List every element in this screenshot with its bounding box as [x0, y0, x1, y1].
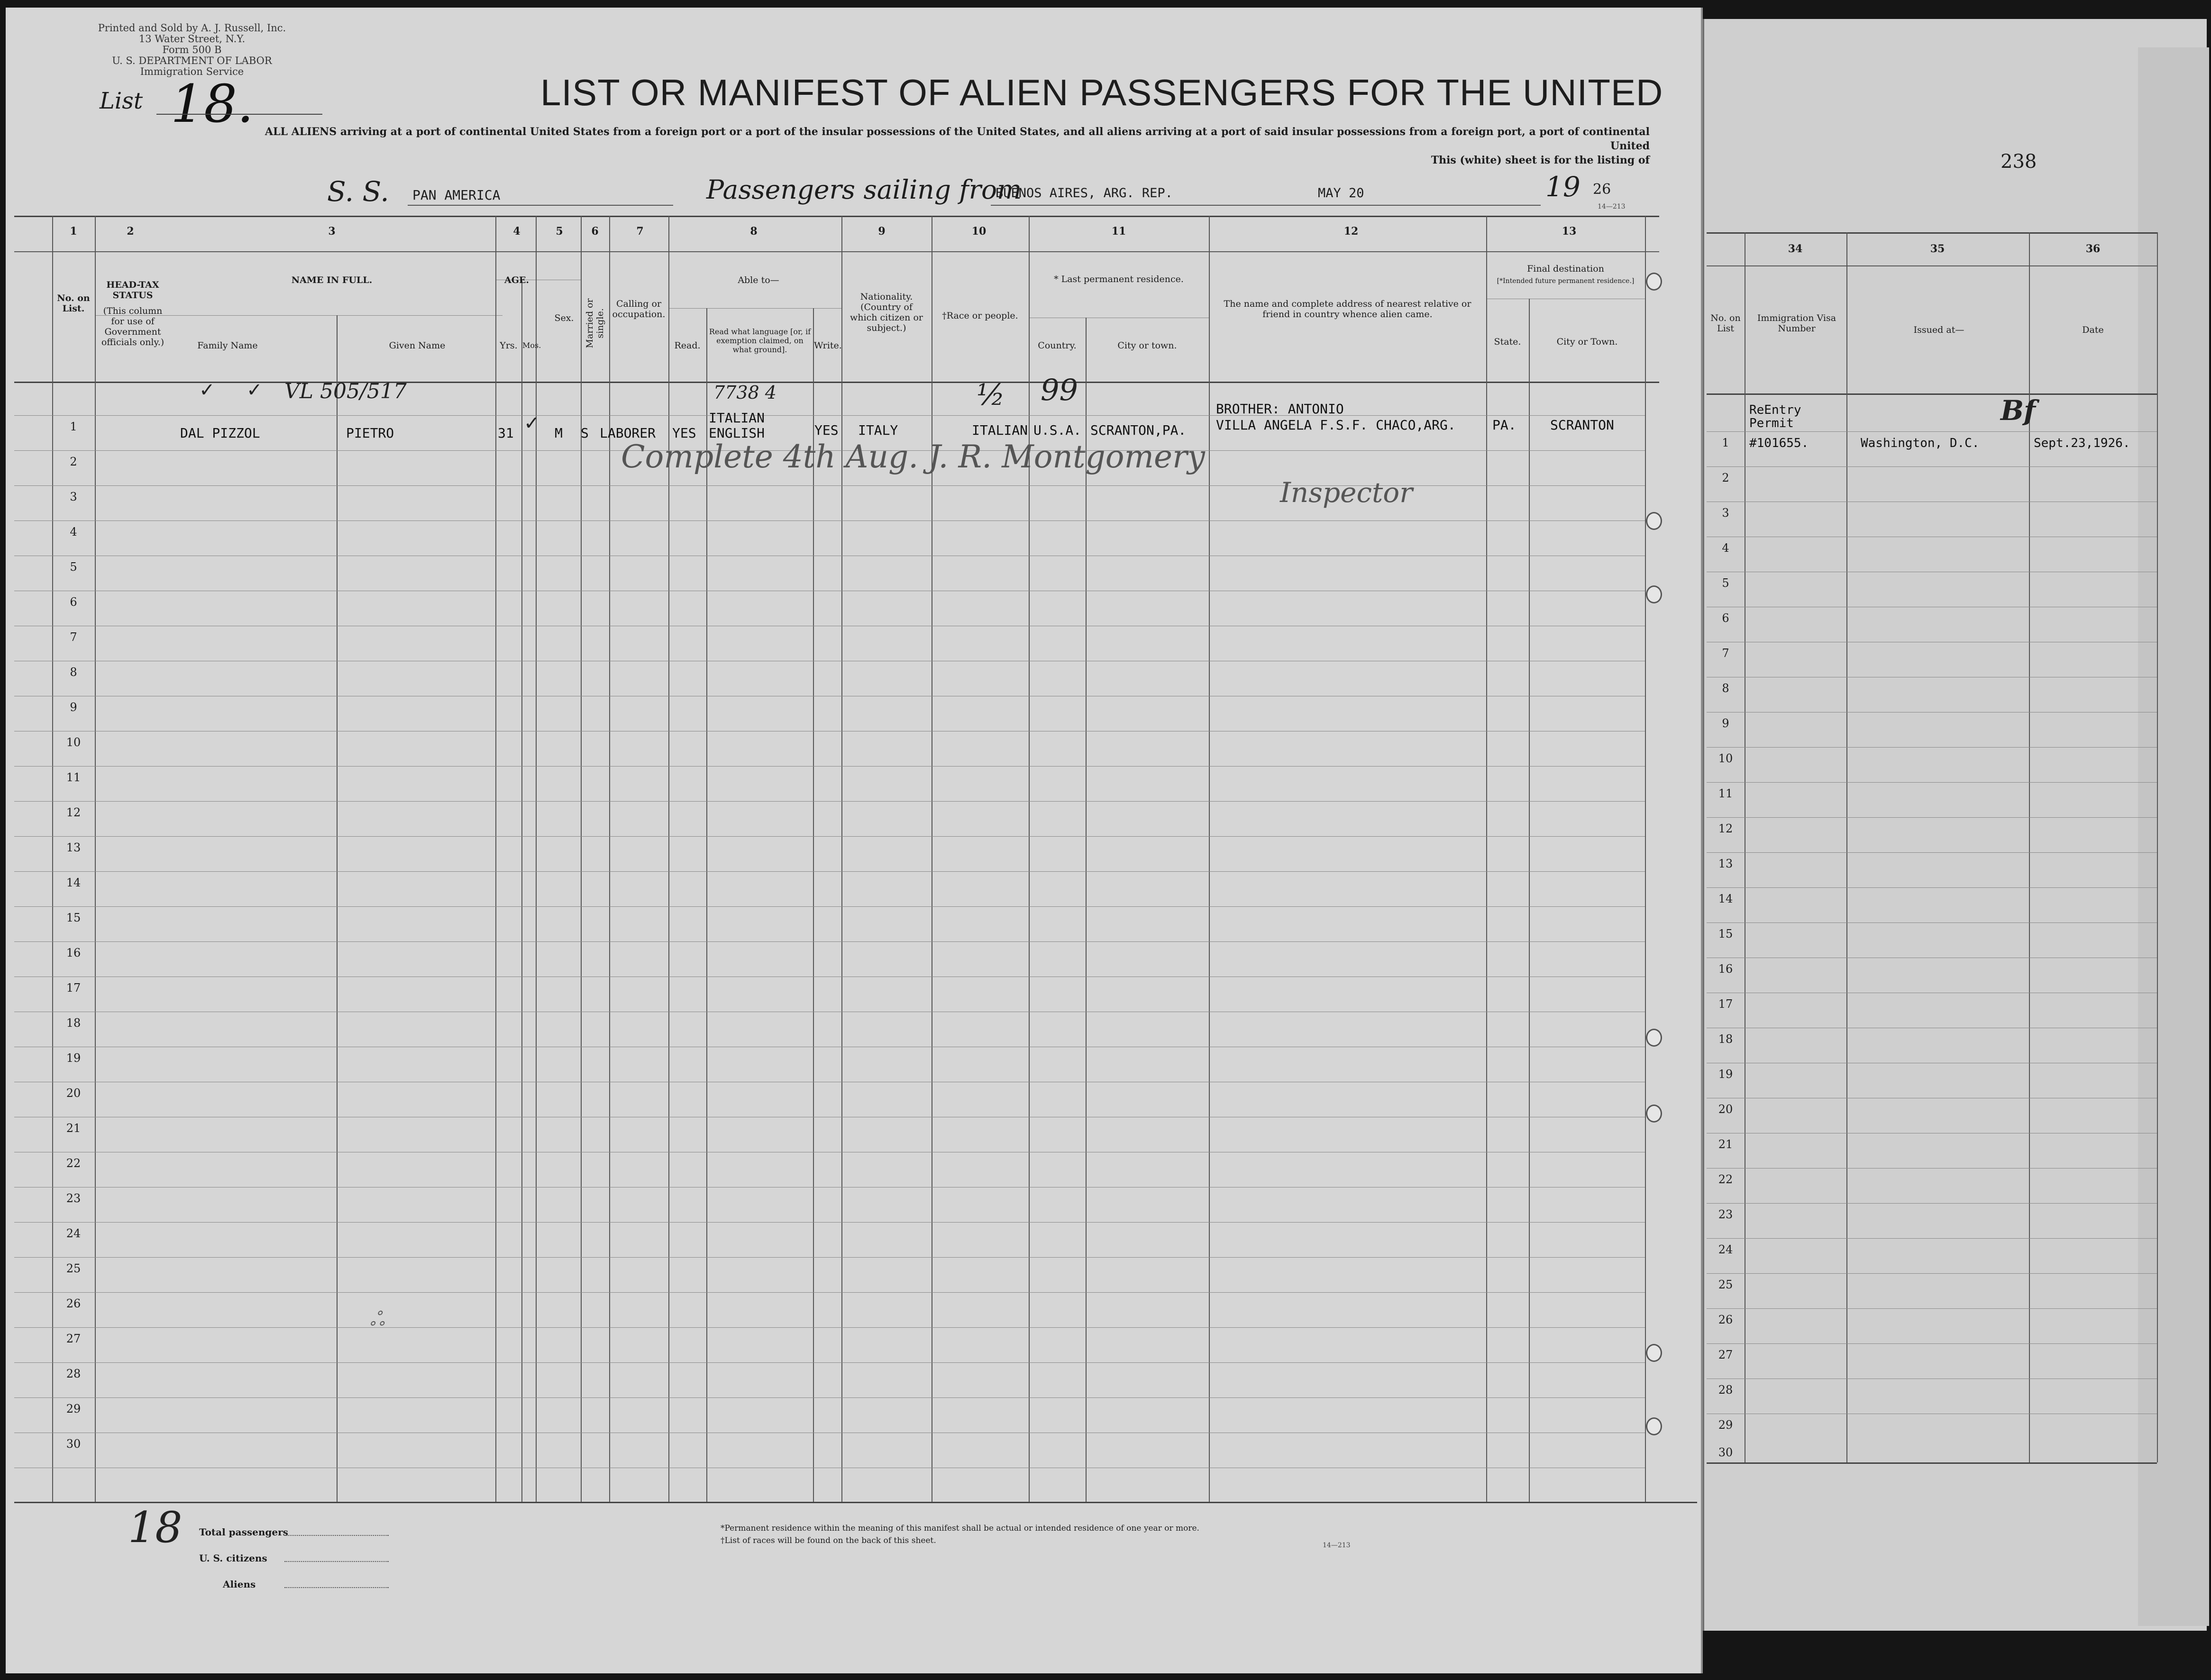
row-number: 26 — [1718, 1313, 1733, 1326]
header-final-dest-note: [*Intended future permanent residence.] — [1497, 277, 1635, 285]
row-rule — [14, 941, 1645, 942]
tick-mark: ✓ — [199, 379, 215, 401]
issued-at-cell: Washington, D.C. — [1861, 436, 1980, 450]
handwritten-mark: ½ — [977, 377, 1005, 412]
header-given-name: Given Name — [389, 340, 446, 351]
sailing-date: MAY 20 — [1318, 186, 1364, 201]
col-line — [1029, 216, 1030, 1502]
row-number: 2 — [1722, 471, 1729, 484]
row-rule — [1707, 1238, 2157, 1239]
port-underline — [991, 205, 1318, 206]
family-name-cell: DAL PIZZOL — [180, 425, 260, 441]
port-of-departure: BUENOS AIRES, ARG. REP. — [996, 186, 1173, 201]
row-number: 28 — [1718, 1383, 1733, 1397]
column-number: 5 — [556, 225, 563, 237]
form-code-top: 14—213 — [1598, 203, 1626, 210]
language-cell: ITALIAN — [709, 410, 765, 426]
continuation-sheet — [1703, 19, 2207, 1631]
row-rule — [1707, 1203, 2157, 1204]
row-rule — [14, 1257, 1645, 1258]
row-number: 9 — [1722, 717, 1729, 730]
col-line — [706, 308, 707, 1502]
row-number: 7 — [1722, 647, 1729, 660]
row-rule — [14, 906, 1645, 907]
row-rule — [14, 1397, 1645, 1398]
year-suffix: 26 — [1593, 181, 1611, 198]
row-number: 23 — [66, 1192, 81, 1205]
printer-imprint — [90, 23, 294, 77]
row-number: 5 — [1722, 576, 1729, 590]
column-number: 4 — [513, 225, 521, 237]
total-passengers-line — [284, 1535, 389, 1536]
col-line — [1209, 216, 1210, 1502]
row-rule — [1707, 782, 2157, 783]
col-line — [1529, 299, 1530, 1502]
header-sex: Sex. — [554, 313, 574, 323]
col-line — [668, 216, 669, 1502]
subtitle-line: This (white) sheet is for the listing of — [1431, 154, 1650, 166]
header-date: Date — [2082, 325, 2104, 335]
punch-hole — [1646, 273, 1662, 291]
header-read: Read. — [674, 340, 701, 351]
header-able-to: Able to— — [738, 275, 779, 285]
sex-cell: M — [555, 425, 563, 441]
row-number: 30 — [1718, 1446, 1733, 1459]
printer-line: Printed and Sold by A. J. Russell, Inc. — [98, 22, 286, 34]
row-number: 12 — [1718, 822, 1733, 835]
given-name-cell: PIETRO — [346, 425, 394, 441]
header-family-name: Family Name — [197, 340, 258, 351]
row-rule — [1707, 431, 2157, 432]
us-citizens-line — [284, 1561, 389, 1562]
column-number: 13 — [1562, 225, 1577, 237]
row-number: 8 — [70, 666, 77, 679]
col-line — [521, 280, 522, 1502]
col-line — [813, 308, 814, 1502]
header-final-dest: Final destination — [1527, 264, 1604, 274]
row-number: 25 — [1718, 1278, 1733, 1291]
row-number: 14 — [1718, 892, 1733, 905]
row-rule — [14, 871, 1645, 872]
column-number: 35 — [1930, 243, 1945, 255]
row-number: 28 — [66, 1367, 81, 1380]
row-number: 20 — [1718, 1103, 1733, 1116]
column-number: 11 — [1111, 225, 1126, 237]
punch-hole — [1646, 1029, 1662, 1047]
row-rule — [1707, 1343, 2157, 1344]
header-city-town: City or Town. — [1556, 337, 1618, 347]
header-visa-number: Immigration Visa Number — [1757, 313, 1836, 334]
relative-cell: BROTHER: ANTONIO — [1216, 401, 1344, 417]
punch-hole — [1646, 1417, 1662, 1435]
column-number: 1 — [70, 225, 77, 237]
destination-state-cell: PA. — [1492, 417, 1517, 433]
tick-mark: ✓ — [524, 412, 540, 434]
row-number: 20 — [66, 1087, 81, 1100]
header-head-tax: HEAD-TAX STATUS — [106, 280, 159, 301]
nationality-cell: ITALY — [858, 422, 898, 438]
row-number: 12 — [66, 806, 81, 819]
row-number: 13 — [66, 841, 81, 854]
handwritten-initials: Bf — [2001, 394, 2036, 427]
manifest-sheet — [6, 8, 1703, 1673]
us-citizens-label: U. S. citizens — [199, 1552, 267, 1564]
cont-col-line — [1846, 232, 1847, 1462]
aliens-label: Aliens — [223, 1579, 256, 1590]
reentry-cell: Permit — [1749, 416, 1794, 430]
col-line — [95, 216, 96, 1502]
cont-header-rule — [1707, 393, 2157, 395]
city-cell: SCRANTON,PA. — [1090, 422, 1187, 438]
age-years-cell: 31 — [498, 425, 514, 441]
row-rule — [1707, 817, 2157, 818]
header-write: Write. — [814, 340, 842, 351]
col-line — [1086, 318, 1087, 1502]
race-cell: ITALIAN — [972, 422, 1028, 438]
list-underline — [156, 114, 322, 115]
row-number: 19 — [66, 1051, 81, 1065]
ship-name: PAN AMERICA — [412, 187, 501, 203]
row-number: 21 — [66, 1122, 81, 1135]
destination-city-cell: SCRANTON — [1550, 417, 1614, 433]
row-number: 14 — [66, 876, 81, 889]
list-label: List — [100, 88, 143, 114]
column-number: 2 — [127, 225, 134, 237]
handwritten-code: 7738 4 — [713, 382, 777, 403]
year-prefix: 19 — [1545, 171, 1581, 203]
header-no-on-list-2: No. on List — [1710, 313, 1741, 334]
row-number: 4 — [1722, 541, 1729, 555]
date-underline — [1318, 205, 1541, 206]
col-line — [581, 216, 582, 1502]
column-number: 34 — [1788, 243, 1803, 255]
row-rule — [1707, 1168, 2157, 1169]
row-number: 23 — [1718, 1208, 1733, 1221]
punch-hole — [1646, 585, 1662, 603]
row-number: 17 — [66, 981, 81, 995]
language-cell: ENGLISH — [709, 425, 765, 441]
back-sheet-edge — [2138, 47, 2209, 1626]
handwritten-scribble: ஃ — [370, 1308, 385, 1330]
header-read-lang: Read what language [or, if exemption claimed, on what ground]. — [709, 327, 811, 354]
read-cell: YES — [672, 425, 696, 441]
row-number: 15 — [66, 911, 81, 924]
col-line — [609, 216, 610, 1502]
row-number: 1 — [70, 420, 77, 433]
marital-cell: S — [581, 425, 589, 441]
form-code-bottom: 14—213 — [1323, 1542, 1351, 1549]
printer-line: 13 Water Street, N.Y. — [138, 33, 246, 45]
row-number: 27 — [1718, 1348, 1733, 1361]
row-number: 22 — [66, 1157, 81, 1170]
cont-bottom-rule — [1707, 1462, 2157, 1464]
subtitle — [228, 125, 1650, 167]
printer-line: U. S. DEPARTMENT OF LABOR — [112, 55, 272, 66]
punch-hole — [1646, 1344, 1662, 1362]
header-country: Country. — [1038, 340, 1077, 351]
row-rule — [14, 1292, 1645, 1293]
handwritten-total: 18 — [128, 1503, 183, 1552]
row-rule — [1707, 922, 2157, 923]
row-rule — [14, 415, 1645, 416]
header-last-residence: * Last permanent residence. — [1054, 274, 1184, 284]
able-subrule — [668, 308, 841, 309]
row-number: 6 — [1722, 612, 1729, 625]
total-passengers-label: Total passengers — [199, 1526, 288, 1538]
row-rule — [1707, 466, 2157, 467]
col-line — [495, 216, 496, 1502]
permit-number-cell: #101655. — [1749, 436, 1809, 450]
row-rule — [1707, 1273, 2157, 1274]
relative-cell: VILLA ANGELA F.S.F. CHACO,ARG. — [1216, 417, 1456, 433]
row-number: 3 — [1722, 506, 1729, 520]
row-number: 4 — [70, 525, 77, 539]
row-rule — [1707, 852, 2157, 853]
row-number: 15 — [1718, 927, 1733, 940]
col-line — [841, 216, 842, 1502]
column-number: 9 — [878, 225, 886, 237]
list-number: 18. — [171, 73, 254, 134]
sailing-label: Passengers sailing from — [706, 174, 1022, 205]
footnote-residence: *Permanent residence within the meaning of this manifest shall be actual or intended residence of one year or more. — [721, 1524, 1199, 1533]
row-rule — [14, 836, 1645, 837]
printer-line: Form 500 B — [162, 44, 222, 55]
row-number: 19 — [1718, 1068, 1733, 1081]
row-number: 18 — [66, 1016, 81, 1030]
occupation-cell: LABORER — [600, 425, 656, 441]
table-top-rule — [14, 216, 1659, 217]
row-number: 7 — [70, 630, 77, 644]
country-cell: U.S.A. — [1033, 422, 1082, 438]
row-number: 2 — [70, 455, 77, 468]
aliens-line — [284, 1587, 389, 1588]
row-number: 10 — [66, 736, 81, 749]
row-number: 11 — [1718, 787, 1733, 800]
printer-line: Immigration Service — [140, 66, 244, 77]
row-number: 8 — [1722, 682, 1729, 695]
column-number: 6 — [591, 225, 599, 237]
header-age: AGE. — [504, 275, 530, 285]
row-rule — [14, 520, 1645, 521]
row-number: 11 — [66, 771, 81, 784]
handwritten-vl-number: VL 505/517 — [284, 379, 407, 403]
row-number: 21 — [1718, 1138, 1733, 1151]
row-number: 25 — [66, 1262, 81, 1275]
header-issued-at: Issued at— — [1913, 325, 1964, 335]
row-number: 27 — [66, 1332, 81, 1345]
header-state: State. — [1494, 337, 1521, 347]
col-line — [1645, 216, 1646, 1502]
row-number: 17 — [1718, 997, 1733, 1011]
reentry-cell: ReEntry — [1749, 403, 1801, 417]
table-bottom-rule — [14, 1502, 1697, 1503]
page-title: LIST OR MANIFEST OF ALIEN PASSENGERS FOR THE UNITED — [540, 72, 1663, 113]
page-number: 238 — [2001, 151, 2037, 173]
tick-mark: ✓ — [247, 379, 263, 401]
column-number: 8 — [750, 225, 758, 237]
header-mos: Mos. — [522, 341, 541, 350]
subtitle-line: ALL ALIENS arriving at a port of continental United States from a foreign port or a port of the insular possessions of the United States, and all aliens arriving at a port of said insular possessions from a foreign port, a port of continental United — [265, 126, 1650, 152]
row-rule — [1707, 1308, 2157, 1309]
column-number: 7 — [636, 225, 644, 237]
row-number: 24 — [66, 1227, 81, 1240]
row-number: 29 — [66, 1402, 81, 1415]
row-number: 18 — [1718, 1032, 1733, 1046]
row-number: 9 — [70, 701, 77, 714]
column-number: 12 — [1343, 225, 1359, 237]
header-nationality: Nationality. (Country of which citizen or subject.) — [850, 292, 923, 333]
handwritten-mark: 99 — [1041, 373, 1078, 407]
row-number: 1 — [1722, 436, 1729, 449]
punch-hole — [1646, 1105, 1662, 1123]
row-rule — [1707, 887, 2157, 888]
column-number-rule — [14, 251, 1659, 252]
row-number: 29 — [1718, 1418, 1733, 1432]
handwritten-inspector: Inspector — [1280, 476, 1413, 509]
row-rule — [14, 766, 1645, 767]
header-relative: The name and complete address of nearest relative or friend in country whence alien came. — [1224, 299, 1471, 320]
row-rule — [14, 1362, 1645, 1363]
header-calling: Calling or occupation. — [612, 299, 666, 320]
header-married: Married or single. — [585, 298, 605, 348]
col-line — [536, 216, 537, 1502]
header-no-on-list: No. on List. — [57, 293, 90, 314]
row-rule — [1707, 747, 2157, 748]
column-number: 10 — [971, 225, 987, 237]
header-head-tax-note: (This column for use of Government officials only.) — [101, 306, 164, 347]
footnote-races: †List of races will be found on the back of this sheet. — [721, 1536, 936, 1545]
cont-number-rule — [1707, 265, 2157, 266]
row-number: 30 — [66, 1437, 81, 1451]
row-number: 16 — [66, 946, 81, 959]
row-number: 5 — [70, 560, 77, 574]
row-number: 6 — [70, 595, 77, 609]
column-number: 36 — [2085, 243, 2101, 255]
header-city: City or town. — [1117, 340, 1177, 351]
punch-hole — [1646, 512, 1662, 530]
row-rule — [14, 801, 1645, 802]
col-line — [337, 315, 338, 1502]
ss-label: S. S. — [327, 175, 389, 208]
cont-top-rule — [1707, 232, 2157, 234]
col-line — [52, 216, 53, 1502]
row-rule — [14, 1222, 1645, 1223]
row-number: 13 — [1718, 857, 1733, 870]
header-race: †Race or people. — [942, 310, 1018, 321]
row-number: 22 — [1718, 1173, 1733, 1186]
header-name-in-full: NAME IN FULL. — [291, 275, 373, 285]
row-rule — [14, 1327, 1645, 1328]
row-number: 10 — [1718, 752, 1733, 765]
write-cell: YES — [814, 422, 839, 438]
column-number: 3 — [328, 225, 336, 237]
row-number: 26 — [66, 1297, 81, 1310]
ship-underline — [408, 205, 673, 206]
row-number: 3 — [70, 490, 77, 503]
row-number: 16 — [1718, 962, 1733, 976]
row-number: 24 — [1718, 1243, 1733, 1256]
header-yrs: Yrs. — [500, 340, 518, 351]
handwritten-annotation: Complete 4th Aug. J. R. Montgomery — [621, 438, 1205, 475]
issue-date-cell: Sept.23,1926. — [2034, 436, 2130, 450]
cont-col-line — [2157, 232, 2158, 1462]
col-line — [1486, 216, 1487, 1502]
